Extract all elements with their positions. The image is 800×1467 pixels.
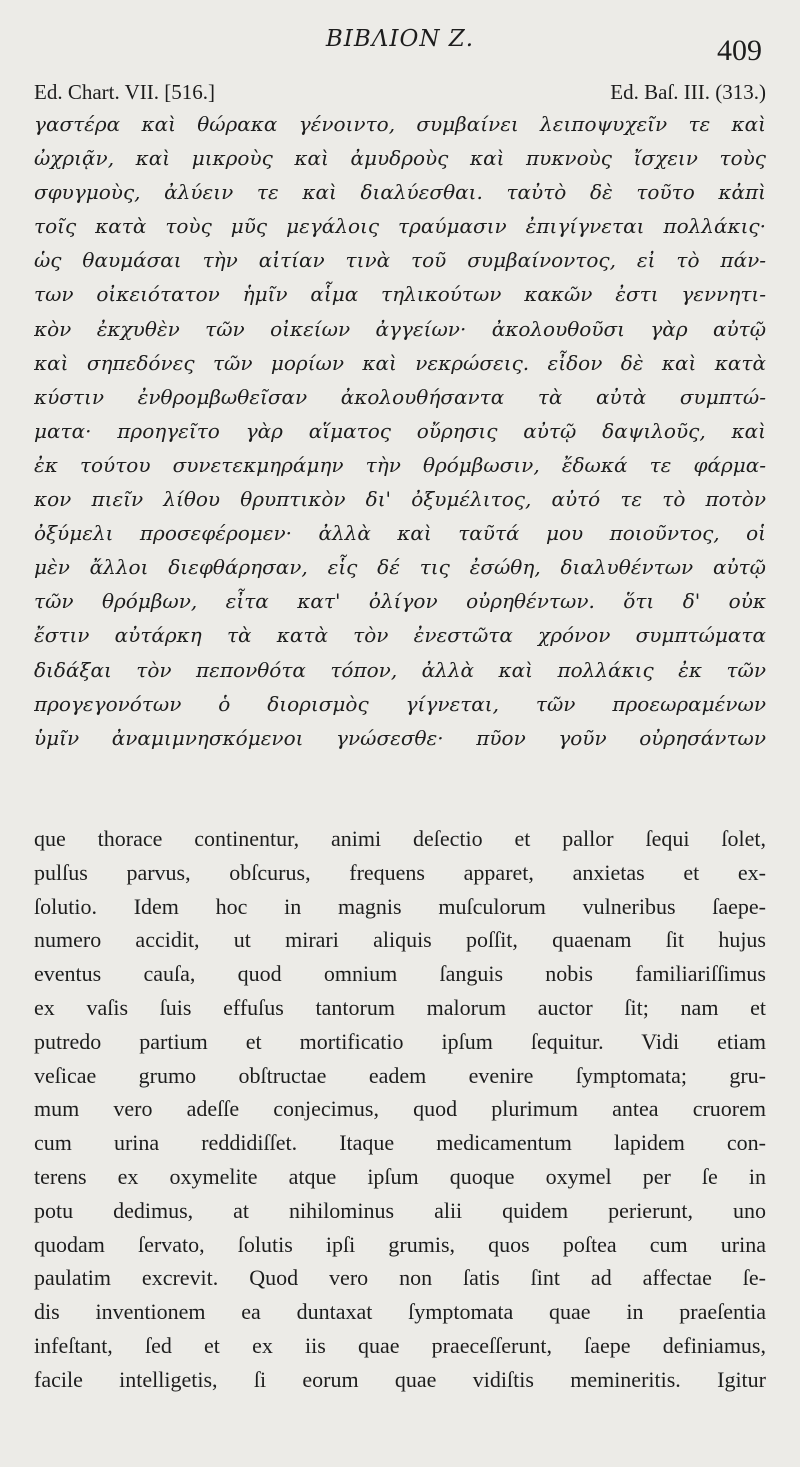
latin-text-block [34,822,766,1397]
edition-reference-chart: Ed. Chart. VII. [516.] [34,80,215,104]
greek-text-line: ἔστιν αὐτάρκη τὰ κατὰ τὸν ἐνεστῶτα χρόνον συμπτώματα [34,623,766,648]
latin-text-line: paulatim excrevit. Quod vero non ſatis ſint ad affectae ſe- [34,1265,766,1291]
greek-text-line: τῶν θρόμβων, εἶτα κατ' ὀλίγον οὐρηθέντων. ὅτι δ' οὐκ [34,589,766,614]
latin-text-line: que thorace continentur, animi deſectio et pallor ſequi ſolet, [34,826,766,851]
latin-text-line: facile intelligetis, ſi eorum quae vidiſtis memineritis. Igitur [34,1366,766,1392]
greek-text-line: κον πιεῖν λίθου θρυπτικὸν δι' ὀξυμέλιτος, αὐτό τε τὸ ποτὸν [34,487,766,512]
latin-text-line: mum vero adeſſe conjecimus, quod plurimum antea cruorem [34,1096,766,1122]
latin-text-line: dis inventionem ea duntaxat ſymptomata quae in praeſentia [34,1299,766,1325]
latin-text-line: ex vaſis ſuis effuſus tantorum malorum auctor ſit; nam et [34,994,766,1020]
latin-text-line: cum urina reddidiſſet. Itaque medicamentum lapidem con- [34,1130,766,1156]
latin-text-line: infeſtant, ſed et ex iis quae praeceſſerunt, ſaepe definiamus, [34,1332,766,1358]
greek-text-line: γαστέρα καὶ θώρακα γένοιντο, συμβαίνει λειποψυχεῖν τε καὶ [34,112,766,136]
latin-text-line: terens ex oxymelite atque ipſum quoque oxymel per ſe in [34,1163,766,1189]
greek-text-line: ὠχριᾷν, καὶ μικροὺς καὶ ἀμυδροὺς καὶ πυκνοὺς ἴσχειν τοὺς [34,146,766,171]
latin-text-line: pulſus parvus, obſcurus, frequens apparet, anxietas et ex- [34,859,766,885]
latin-text-line: veſicae grumo obſtructae eadem evenire ſymptomata; gru- [34,1062,766,1088]
greek-text-line: ὀξύμελι προσεφέρομεν· ἀλλὰ καὶ ταῦτά μου ποιοῦντος, οἱ [34,521,766,546]
latin-text-line: quodam ſervato, ſolutis ipſi grumis, quos poſtea cum urina [34,1231,766,1257]
latin-text-line: potu dedimus, at nihilominus alii quidem perierunt, uno [34,1197,766,1223]
greek-text-line: διδάξαι τὸν πεπονθότα τόπον, ἀλλὰ καὶ πολλάκις ἐκ τῶν [34,657,766,682]
latin-text-line: ſolutio. Idem hoc in magnis muſculorum vulneribus ſaepe- [34,893,766,919]
greek-text-line: κὸν ἐκχυθὲν τῶν οἰκείων ἀγγείων· ἀκολουθοῦσι γὰρ αὐτῷ [34,316,766,341]
latin-text-line: putredo partium et mortificatio ipſum ſequitur. Vidi etiam [34,1028,766,1054]
greek-text-line: σφυγμοὺς, ἀλύειν τε καὶ διαλύεσθαι. ταὐτὸ δὲ τοῦτο κἀπὶ [34,180,766,205]
greek-text-line: ματα· προηγεῖτο γὰρ αἵματος οὔρησις αὐτῷ δαψιλοῦς, καὶ [34,418,766,443]
greek-text-line: ὑμῖν ἀναμιμνησκόμενοι γνώσεσθε· πῦον γοῦν οὐρησάντων [34,725,766,750]
running-title: ΒΙΒΛΙΟΝ Ζ. [325,26,475,52]
page-number: 409 [717,34,762,67]
greek-text-block [34,107,766,755]
edition-reference-basel: Ed. Baſ. III. (313.) [610,80,766,104]
greek-text-line: μὲν ἄλλοι διεφθάρησαν, εἷς δέ τις ἐσώθη, διαλυθέντων αὐτῷ [34,555,766,580]
greek-text-line: καὶ σηπεδόνες τῶν μορίων καὶ νεκρώσεις. εἶδον δὲ καὶ κατὰ [34,350,766,375]
greek-text-line: κύστιν ἐνθρομβωθεῖσαν ἀκολουθήσαντα τὰ αὐτὰ συμπτώ- [34,384,766,409]
greek-text-line: τοῖς κατὰ τοὺς μῦς μεγάλοις τραύμασιν ἐπιγίγνεται πολλάκις· [34,214,766,239]
latin-text-line: numero accidit, ut mirari aliquis poſſit, quaenam ſit hujus [34,927,766,953]
greek-text-line: προγεγονότων ὁ διορισμὸς γίγνεται, τῶν προεωραμένων [34,691,766,716]
latin-text-line: eventus cauſa, quod omnium ſanguis nobis familiariſſimus [34,961,766,987]
greek-text-line: ὡς θαυμάσαι τὴν αἰτίαν τινὰ τοῦ συμβαίνοντος, εἰ τὸ πάν- [34,248,766,273]
greek-text-line: ἐκ τούτου συνετεκμηράμην τὴν θρόμβωσιν, ἔδωκά τε φάρμα- [34,452,766,477]
greek-text-line: των οἰκειότατον ἡμῖν αἷμα τηλικούτων κακῶν ἐστι γεννητι- [34,282,766,307]
